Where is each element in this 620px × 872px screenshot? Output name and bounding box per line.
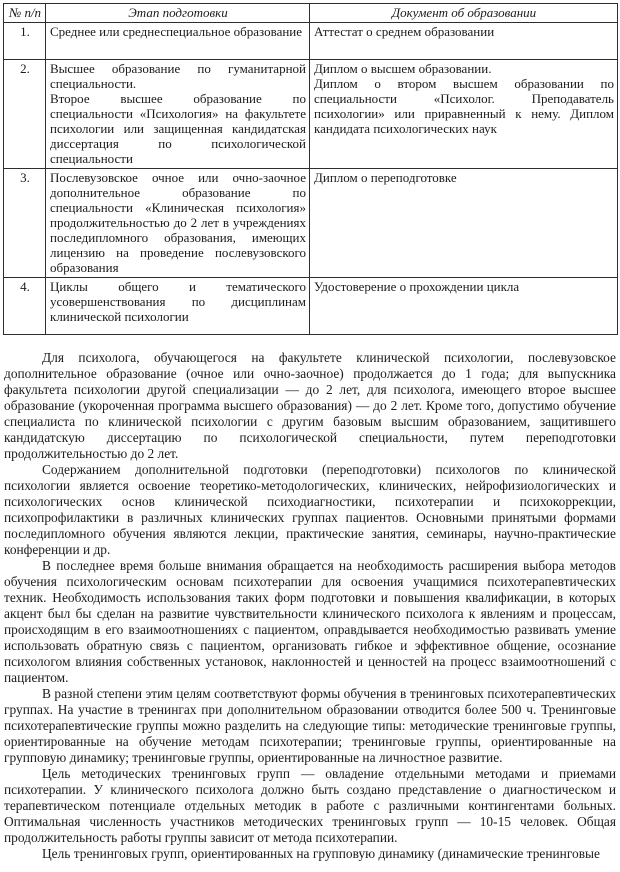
row-number: 4. [4,278,46,335]
document-text: Аттестат о среднем образовании [314,24,495,39]
row-number: 1. [4,23,46,60]
stage-cell [46,60,310,169]
table-row [4,23,618,60]
paragraph: Цель методических тренинговых групп — овладение отдельными методами и приемами психотерапии. У клинического психолога должно быть создано представление о диагностическом и терапевтическом потенциале отдельных методик в работе с различными контингентами больных. Оптимальная численность участников методических тренинговых групп — 10-15 человек. Общая продолжительность работы группы зависит от метода психотерапии. [4,766,616,845]
stage-text: Среднее или среднеспециальное образование [50,24,303,39]
stage-cell [46,23,310,60]
table-row [4,278,618,335]
table-row [4,60,618,169]
column-header-document: Документ об образовании [310,4,618,23]
document-text: Диплом о высшем образовании. [314,61,492,76]
paragraph: В последнее время больше внимания обращается на необходимость расширения выбора методов обучения психологическим основам психотерапии для освоения учащимися психотерапевтических техник. Необходимость использования таких форм подготовки и повышения квалификации, в которых акцент был бы сделан на развитие чувствительности клинического психолога к явлениям и процессам, происходящим в его взаимоотношениях с пациентом, оправдывается необходимостью развивать умение использовать обратную связь с пациентом, организовать гибкое и эффективное общение, осознание психологом влияния собственных установок, наклонностей и ценностей на процесс взаимоотношений с пациентом. [4,558,616,685]
document-cell [310,169,618,278]
stage-text: Высшее образование по гуманитарной специальности. [50,61,306,91]
stage-cell [46,169,310,278]
stage-text: Второе высшее образование по специальности «Психология» на факультете психологии или защищенная кандидатская диссертация по психологической специальности [50,91,306,166]
stage-text: Послевузовское очное или очно-заочное дополнительное образование по специальности «Клиническая психология» продолжительностью до 2 лет в учреждениях последипломного образования, имеющих лицензию на проведение послевузовского образования [50,170,306,275]
table-row [4,169,618,278]
paragraph: Цель тренинговых групп, ориентированных на групповую динамику (динамические тренинговые [42,846,600,861]
column-header-stage: Этап подготовки [46,4,310,23]
document-cell [310,23,618,60]
paragraph: В разной степени этим целям соответствуют формы обучения в тренинговых психотерапевтических группах. На участие в тренингах при дополнительном образовании отводится более 500 ч. Тренинговые психотерапевтические группы можно разделить на следующие типы: методические тренинговые группы, ориентированные на обучение методам психотерапии; тренинговые группы, ориентированные на групповую динамику; тренинговые группы, ориентированные на личностное развитие. [4,686,616,765]
education-stages-table [3,3,618,335]
table-header-row [4,4,618,23]
stage-text: Циклы общего и тематического усовершенствования по дисциплинам клинической психологии [50,279,306,324]
document-text: Диплом о переподготовке [314,170,457,185]
column-header-number: № п/п [4,4,46,23]
row-number: 2. [4,60,46,169]
document-text: Диплом о втором высшем образовании по специальности «Психолог. Преподаватель психологии» или приравненный к нему. Диплом кандидата психологических наук [314,76,614,136]
stage-cell [46,278,310,335]
body-text [3,350,617,862]
paragraph: Содержанием дополнительной подготовки (переподготовки) психологов по клинической психологии является освоение теоретико-методологических, клинических, нейрофизиологических и психологических основ клинической психодиагностики, психотерапии и психокоррекции, психопрофилактики в различных клинических группах пациентов. Основными принятыми формами последипломного обучения являются лекции, практические занятия, семинары, научно-практические конференции и др. [4,462,616,557]
document-cell [310,60,618,169]
paragraph: Для психолога, обучающегося на факультете клинической психологии, послевузовское дополнительное образование (очное или очно-заочное) продолжается до 1 года; для выпускника факультета психологии другой специализации — до 2 лет, для психолога, имеющего второе высшее образование (укороченная программа высшего образования) — до 2 лет. Кроме того, допустимо обучение специалиста по клинической психологии с другим базовым высшим образованием, защитившего кандидатскую диссертацию по психологической специальности, путем переподготовки продолжительностью до 2 лет. [4,350,616,461]
row-number: 3. [4,169,46,278]
document-text: Удостоверение о прохождении цикла [314,279,520,294]
document-cell [310,278,618,335]
